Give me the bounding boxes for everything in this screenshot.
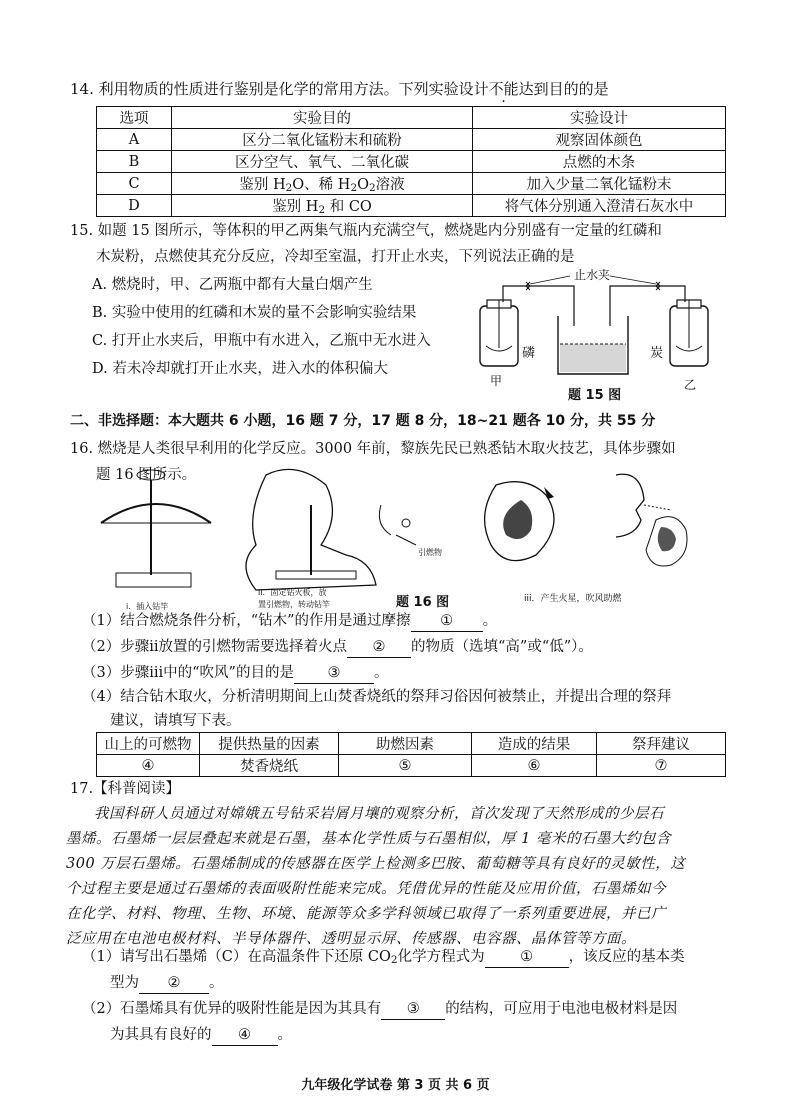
q16-table xyxy=(96,732,726,777)
q15-stem-line1: 15. 如题 15 图所示，等体积的甲乙两集气瓶内充满空气，燃烧匙内分别盛有一定量的红磷和 xyxy=(70,223,662,239)
q16-table-header-result: 造成的结果 xyxy=(472,733,597,755)
q15-phosphorus-label: 磷 xyxy=(522,346,536,361)
q16-table-cell-combustion[interactable]: ⑤ xyxy=(339,755,472,777)
q16-table-cell-result[interactable]: ⑥ xyxy=(472,755,597,777)
q16-tinder-label: 引燃物 xyxy=(418,548,442,557)
q14-header-goal: 实验目的 xyxy=(172,107,473,129)
q17-passage xyxy=(66,802,734,952)
q14-row-a-goal: 区分二氧化锰粉末和硫粉 xyxy=(172,129,473,151)
q15-bottle-a-label: 甲 xyxy=(490,374,503,388)
q16-step3-caption: iii．产生火星，吹风助燃 xyxy=(524,594,622,604)
q17-sub2-line2 xyxy=(110,1022,292,1048)
q17-sub1-line2 xyxy=(110,970,224,996)
q16-figure-caption: 题 16 图 xyxy=(396,595,450,610)
q16-table-header-fuel: 山上的可燃物 xyxy=(97,733,200,755)
q17-passage-line: 300 万层石墨烯。石墨烯制成的传感器在医学上检测多巴胺、葡萄糖等具有良好的灵敏性，这 xyxy=(66,856,686,872)
q14-row-d-design: 将气体分别通入澄清石灰水中 xyxy=(473,195,726,217)
q15-figure xyxy=(470,266,720,406)
q16-sub1-text: （1）结合燃烧条件分析，“钻木”的作用是通过摩擦 xyxy=(82,613,411,629)
q16-step2-caption-line2: 置引燃物，转动钻竿 xyxy=(258,600,330,609)
q15-option-a: A. 燃烧时，甲、乙两瓶中都有大量白烟产生 xyxy=(92,277,373,293)
q16-table-header-advice: 祭拜建议 xyxy=(597,733,726,755)
q14-row-d-option: D xyxy=(97,195,172,217)
q15-option-d: D. 若未冷却就打开止水夹，进入水的体积偏大 xyxy=(92,361,388,377)
q16-stem-line1: 16. 燃烧是人类很早利用的化学反应。3000 年前，黎族先民已熟悉钻木取火技艺，具体步骤如 xyxy=(70,441,676,457)
q15-figure-caption: 题 15 图 xyxy=(568,388,622,403)
q17-sub1-line1: （1）请写出石墨烯（C）在高温条件下还原 $CO_2$化学方程式为 ① ，该反应的基本类 xyxy=(82,949,685,967)
q16-sub4-line1: （4）结合钻木取火，分析清明期间上山焚香烧纸的祭拜习俗因何被禁止，并提出合理的祭拜 xyxy=(82,689,672,705)
q15-carbon-label: 炭 xyxy=(650,346,664,361)
q14-stem-pre: 14. 利用物质的性质进行鉴别是化学的常用方法。下列实验设计 xyxy=(70,80,489,98)
q17-blank-3[interactable]: ③ xyxy=(381,999,445,1020)
q17-passage-line: 在化学、材料、物理、生物、环境、能源等众多学科领域已取得了一系列重要进展，并已广 xyxy=(66,906,666,922)
q17-passage-line: 我国科研人员通过对嫦娥五号钻采岩屑月壤的观察分析，首次发现了天然形成的少层石 xyxy=(94,806,664,822)
q14-row-b-goal: 区分空气、氧气、二氧化碳 xyxy=(172,151,473,173)
q16-sub4-line2: 建议，请填写下表。 xyxy=(110,713,241,729)
q17-blank-1[interactable]: ① xyxy=(485,947,569,968)
q14-stem xyxy=(70,78,609,99)
q16-sub3-text: （3）步骤ⅲ中的“吹风”的目的是 xyxy=(82,665,294,681)
q14-row-a-design: 观察固体颜色 xyxy=(473,129,726,151)
q15-bottle-b-label: 乙 xyxy=(684,378,697,392)
q16-table-cell-advice[interactable]: ⑦ xyxy=(597,755,726,777)
q14-table xyxy=(96,106,726,217)
q17-sub1-line2-text: 型为 xyxy=(110,975,139,991)
q17-sub2-text-mid: 的结构，可应用于电池电极材料是因 xyxy=(445,1001,678,1017)
q14-row-c-goal-part: O xyxy=(357,177,369,193)
q17-sub1-text-mid: 化学方程式为 xyxy=(397,949,485,965)
q14-row-b-option: B xyxy=(97,151,172,173)
q14-row-c-goal-part: 溶液 xyxy=(375,177,405,193)
q16-step1-caption: i．插入钻竿 xyxy=(126,602,169,611)
q16-blank-2[interactable]: ② xyxy=(347,637,411,658)
q17-passage-line: 个过程主要是通过石墨烯的表面吸附性能来完成。凭借优异的性能及应用价值，石墨烯如今 xyxy=(66,881,666,897)
q14-row-a-option: A xyxy=(97,129,172,151)
q16-table-cell-fuel[interactable]: ④ xyxy=(97,755,200,777)
q14-row-c-option: C xyxy=(97,173,172,195)
q17-sub1-line2-end: 。 xyxy=(209,975,224,991)
q16-figure xyxy=(96,465,696,615)
q16-table-header-combustion: 助燃因素 xyxy=(339,733,472,755)
q14-row-d-goal-part: 和 CO xyxy=(329,199,372,216)
q17-sub2-text: （2）石墨烯具有优异的吸附性能是因为其具有 xyxy=(82,1001,382,1017)
q14-row-c-design: 加入少量二氧化锰粉末 xyxy=(473,173,726,195)
page-footer: 九年级化学试卷 第 3 页 共 6 页 xyxy=(301,1078,490,1093)
q15-option-b: B. 实验中使用的红磷和木炭的量不会影响实验结果 xyxy=(92,305,417,321)
q14-row-c-goal-part: 鉴别 H xyxy=(239,177,286,193)
q14-stem-emphasis: 不能 xyxy=(488,80,519,98)
q15-option-c: C. 打开止水夹后，甲瓶中有水进入，乙瓶中无水进入 xyxy=(92,333,431,349)
q14-row-d-goal: 鉴别 $H_2$ 和 CO xyxy=(172,195,473,217)
q14-row-d-goal-part: 鉴别 H xyxy=(272,199,319,216)
q16-sub2-text: （2）步骤ⅱ放置的引燃物需要选择着火点 xyxy=(82,639,347,655)
q16-table-cell-heat: 焚香烧纸 xyxy=(200,755,339,777)
q16-sub3 xyxy=(82,660,388,686)
q17-blank-4[interactable]: ④ xyxy=(212,1025,278,1046)
q16-sub3-end: 。 xyxy=(373,665,389,681)
q17-sub1-text: （1）请写出石墨烯（C）在高温条件下还原 CO xyxy=(82,949,391,965)
q14-stem-post: 达到目的的是 xyxy=(518,80,609,98)
q16-table-header-heat: 提供热量的因素 xyxy=(200,733,339,755)
q16-sub2-end: 的物质（选填“高”或“低”）。 xyxy=(411,639,593,655)
q16-sub1-end: 。 xyxy=(482,613,498,629)
q15-stem-line2: 木炭粉，点燃使其充分反应，冷却至室温，打开止水夹，下列说法正确的是 xyxy=(96,249,575,265)
q17-sub1-end: ，该反应的基本类 xyxy=(568,949,685,965)
q17-sub2-line1 xyxy=(82,996,677,1022)
q16-stem-line2: 题 16 图所示。 xyxy=(96,467,197,483)
q17-sub2-line2-end: 。 xyxy=(277,1027,292,1043)
q14-header-design: 实验设计 xyxy=(473,107,726,129)
q17-blank-2[interactable]: ② xyxy=(139,973,209,994)
q15-clamp-label: 止水夹 xyxy=(574,268,611,282)
q14-row-c-goal-part: O、稀 H xyxy=(292,177,351,193)
q17-sub2-line2-text: 为其具有良好的 xyxy=(110,1027,212,1043)
q17-passage-line: 墨烯。石墨烯一层层叠起来就是石墨，基本化学性质与石墨相似，厚 1 毫米的石墨大约包含 xyxy=(66,831,671,847)
q14-row-b-design: 点燃的木条 xyxy=(473,151,726,173)
q16-sub2 xyxy=(82,634,593,660)
q16-sub1 xyxy=(82,608,497,634)
q16-blank-3[interactable]: ③ xyxy=(294,663,374,684)
q16-blank-1[interactable]: ① xyxy=(411,611,483,632)
q14-row-c-goal: 鉴别 $H_2O$、稀 $H_2O_2$溶液 xyxy=(172,173,473,195)
q14-header-option: 选项 xyxy=(97,107,172,129)
section-2-header: 二、非选择题：本大题共 6 小题，16 题 7 分，17 题 8 分，18~21 题各 10 分，共 55 分 xyxy=(70,413,656,429)
q17-passage-line: 泛应用在电池电极材料、半导体器件、透明显示屏、传感器、电容器、晶体管等方面。 xyxy=(66,931,636,947)
q17-title: 17.【科普阅读】 xyxy=(70,781,181,797)
q16-step2-caption-line1: ii．固定钻火板，放 xyxy=(258,588,327,597)
